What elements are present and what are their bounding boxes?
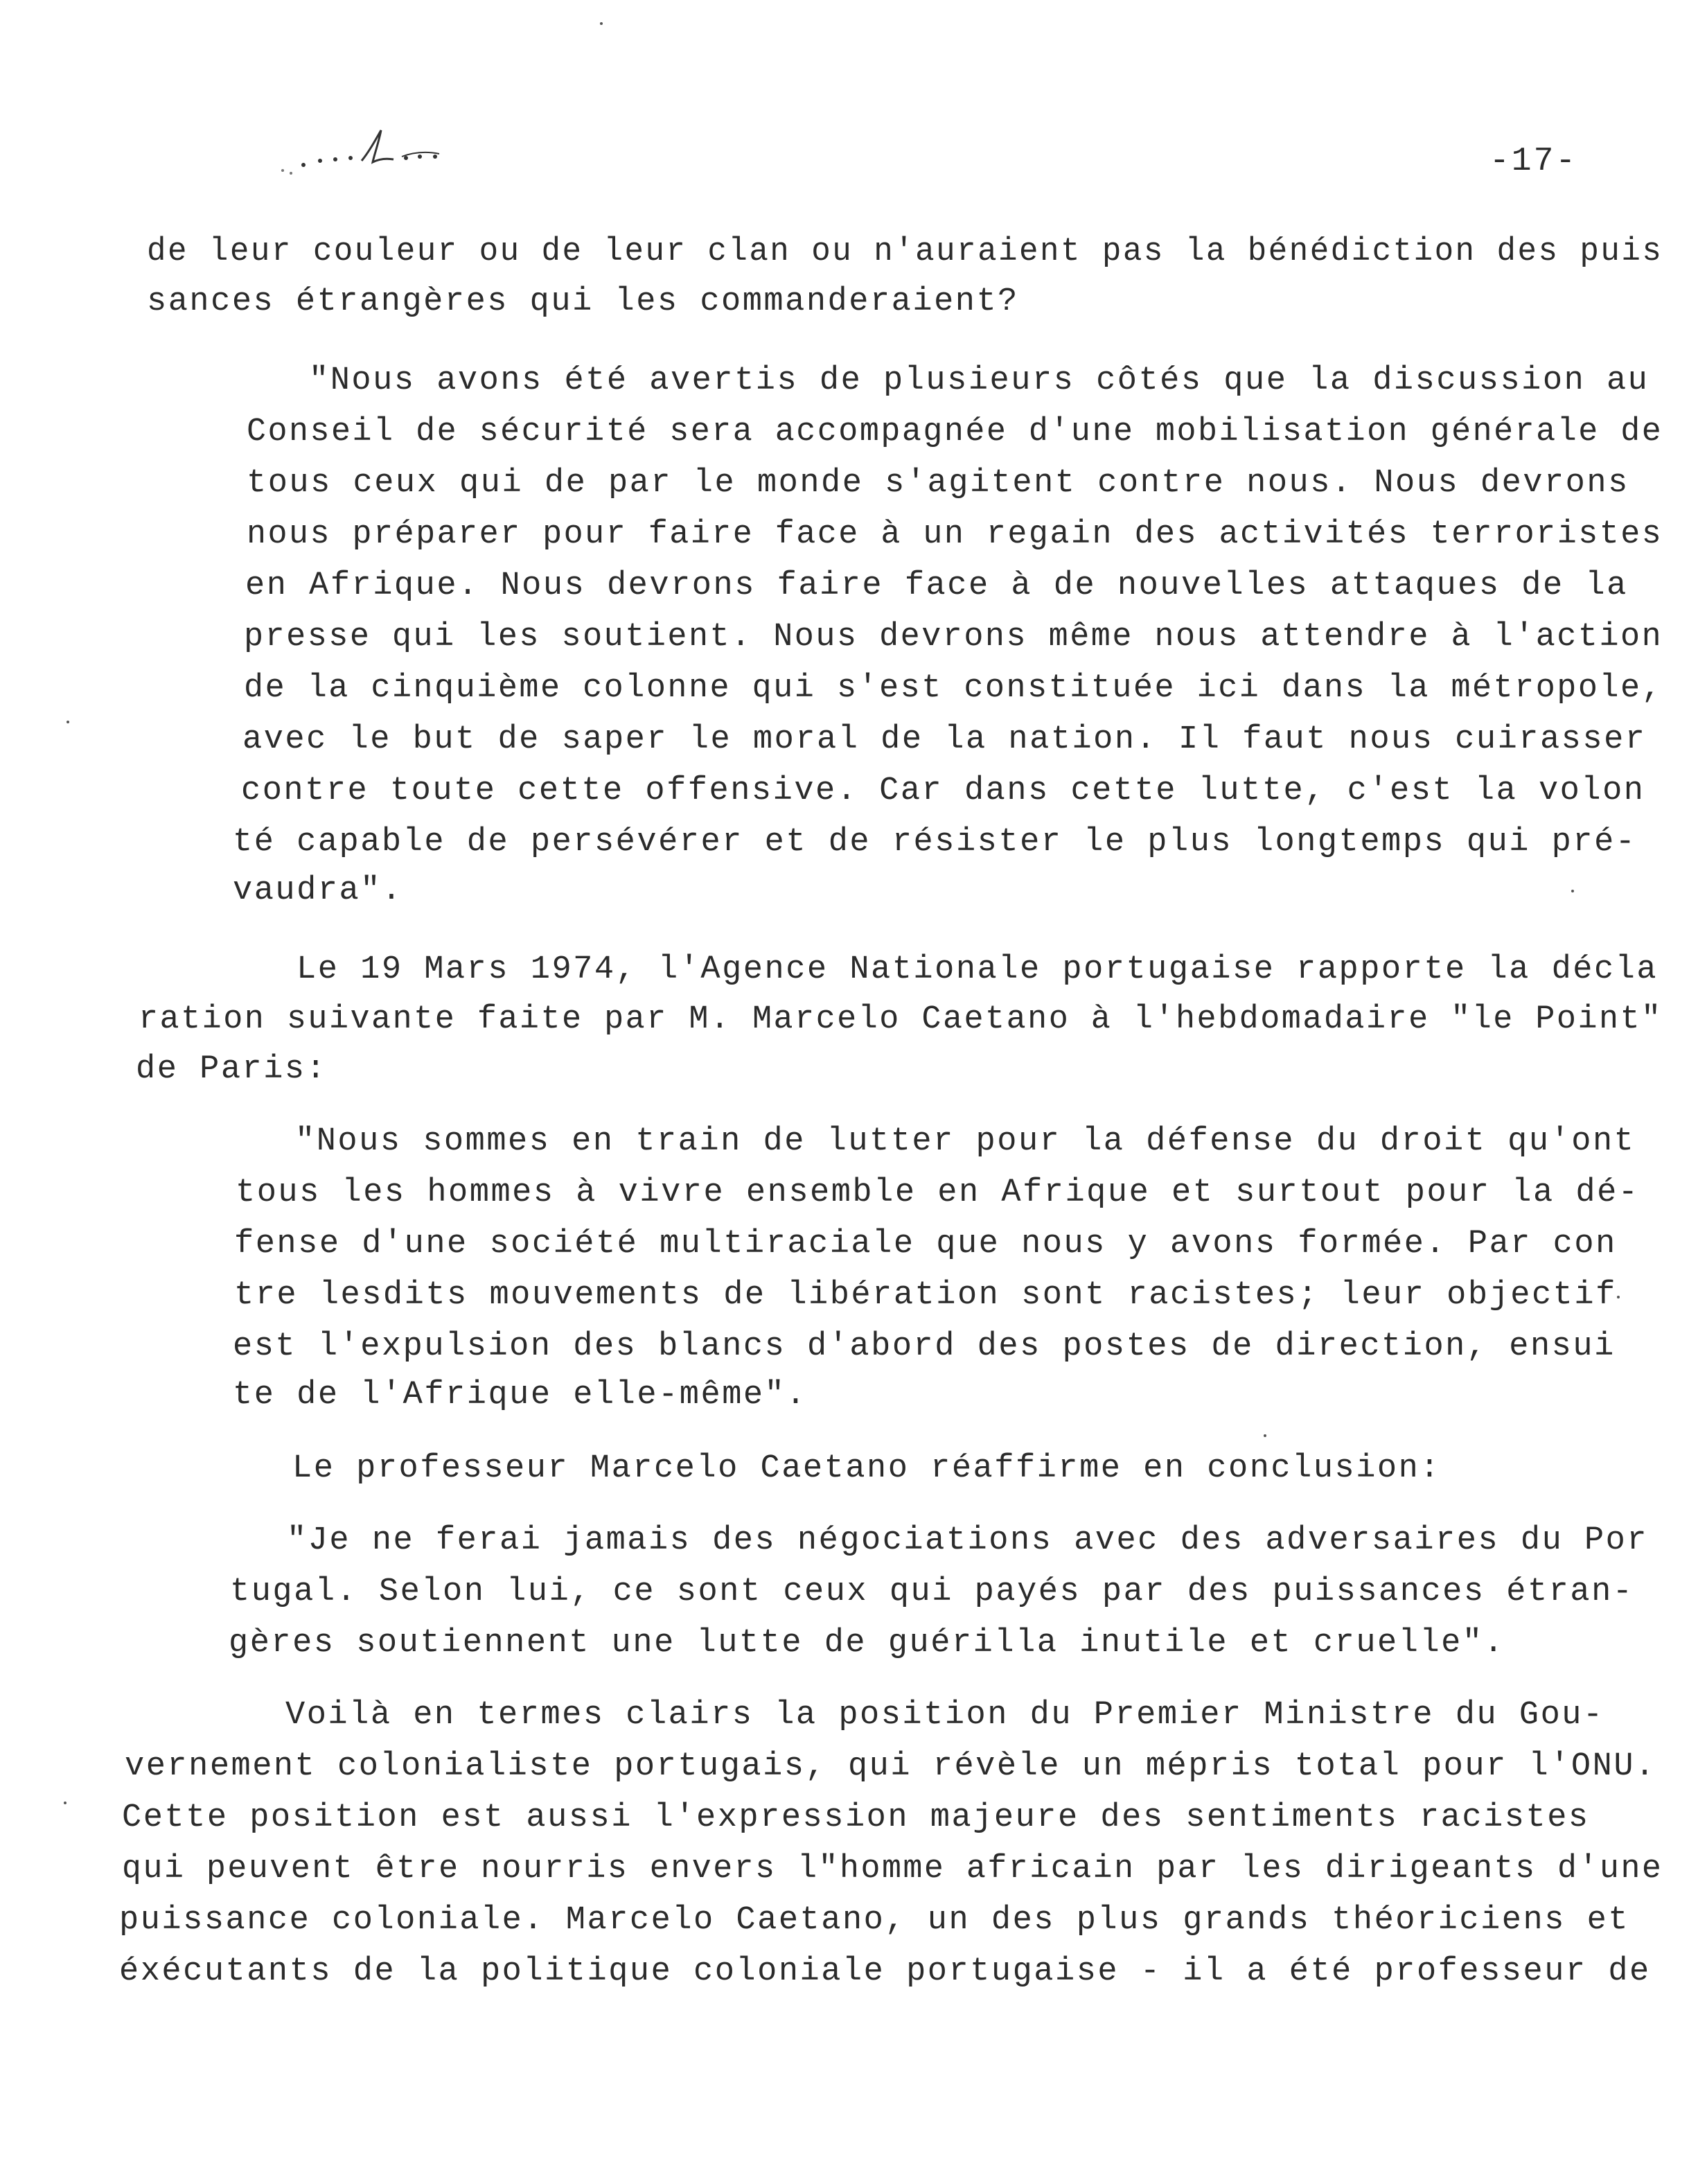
text-line: Cette position est aussi l'expression majeure des sentiments racistes [122,1799,1590,1836]
scan-speck [64,1802,67,1804]
text-line: fense d'une société multiraciale que nous y avons formée. Par con [234,1226,1617,1262]
scan-speck [1264,1434,1266,1437]
text-line: tre lesdits mouvements de libération sont racistes; leur objectif [234,1277,1617,1314]
text-line: puissance coloniale. Marcelo Caetano, un des plus grands théoriciens et [119,1902,1630,1939]
text-line: qui peuvent être nourris envers l"homme africain par les dirigeants d'une [122,1851,1663,1887]
text-line: tous les hommes à vivre ensemble en Afrique et surtout pour la dé- [236,1174,1640,1211]
text-line: "Je ne ferai jamais des négociations avec des adversaires du Por [287,1522,1649,1559]
text-line: de leur couleur ou de leur clan ou n'auraient pas la bénédiction des puis [147,234,1663,270]
text-line: sances étrangères qui les commanderaient? [147,283,1019,320]
text-line: tugal. Selon lui, ce sont ceux qui payés par des puissances étran- [230,1574,1634,1610]
scan-speck [1617,1296,1620,1298]
text-line: vaudra". [233,872,403,909]
text-line: tous ceux qui de par le monde s'agitent contre nous. Nous devrons [247,465,1629,502]
text-line: éxécutants de la politique coloniale portugaise - il a été professeur de [119,1953,1651,1990]
text-line: "Nous sommes en train de lutter pour la défense du droit qu'ont [295,1123,1636,1160]
text-line: est l'expulsion des blancs d'abord des postes de direction, ensui [233,1328,1616,1365]
text-line: té capable de persévérer et de résister le plus longtemps qui pré- [233,824,1637,861]
scan-speck [67,721,69,723]
text-line: Le 19 Mars 1974, l'Agence Nationale portugaise rapporte la décla [297,951,1659,988]
text-line: de Paris: [136,1051,328,1088]
text-line: Voilà en termes clairs la position du Premier Ministre du Gou- [285,1697,1604,1734]
text-line: presse qui les soutient. Nous devrons même nous attendre à l'action [244,619,1663,655]
page-number: -17- [1489,143,1578,180]
handwritten-mark [277,125,464,187]
text-line: Conseil de sécurité sera accompagnée d'une mobilisation générale de [247,414,1663,450]
scan-speck [1571,890,1574,892]
text-line: contre toute cette offensive. Car dans cette lutte, c'est la volon [241,773,1645,809]
text-line: "Nous avons été avertis de plusieurs côtés que la discussion au [309,362,1649,399]
text-line: te de l'Afrique elle-même". [233,1377,808,1414]
text-line: Le professeur Marcelo Caetano réaffirme en conclusion: [292,1450,1442,1487]
text-line: avec le but de saper le moral de la nation. Il faut nous cuirasser [242,721,1647,758]
text-line: en Afrique. Nous devrons faire face à de nouvelles attaques de la [245,567,1628,604]
text-line: gères soutiennent une lutte de guérilla inutile et cruelle". [229,1625,1505,1662]
scan-speck [600,22,603,25]
text-line: vernement colonialiste portugais, qui révèle un mépris total pour l'ONU. [125,1748,1656,1785]
text-line: nous préparer pour faire face à un regain des activités terroristes [247,516,1663,553]
text-line: ration suivante faite par M. Marcelo Caetano à l'hebdomadaire "le Point" [139,1001,1663,1038]
text-line: de la cinquième colonne qui s'est constituée ici dans la métropole, [244,670,1663,707]
